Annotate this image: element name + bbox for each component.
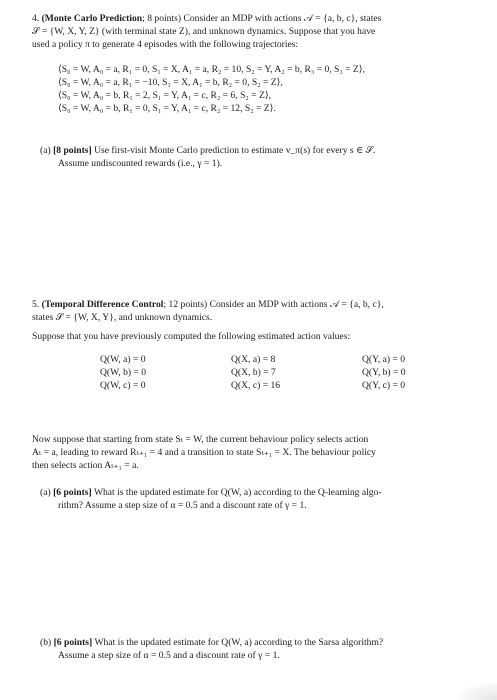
q5-part-a — [40, 487, 488, 499]
q4-title: (Monte Carlo Prediction — [41, 13, 143, 24]
q5-title: (Temporal Difference Control — [41, 299, 164, 310]
q4-trajectory-list — [58, 63, 488, 115]
trajectory-line: ⟨S₀ = W, A₀ = b, R₁ = 0, S₁ = Y, A₁ = c, R₂ = 12, S₂ = Z⟩. — [58, 103, 276, 115]
q4-part-a-points: [8 points] — [53, 145, 92, 156]
q-value-table — [100, 353, 480, 401]
q5-header-line — [32, 299, 487, 311]
q4-intro-line3: used a policy π to generate 4 episodes with the following trajectories: — [32, 39, 299, 50]
q-value: Q(X, a) = 8 — [231, 354, 276, 365]
q-value: Q(Y, c) = 0 — [362, 380, 406, 392]
q5-part-b-line2: Assume a step size of α = 0.5 and a discount rate of γ = 1. — [58, 650, 280, 661]
q4-number: 4. — [32, 13, 40, 24]
scenario-line: then selects action Aₜ₊₁ = a. — [32, 459, 139, 471]
q-value: Q(W, c) = 0 — [100, 380, 146, 392]
q4-part-a-text: Use first-visit Monte Carlo prediction to estimate v_π(s) for every s ∈ 𝒮. — [91, 145, 376, 156]
q5-intro-line2: states 𝒮 = {W, X, Y}, and unknown dynamics. — [32, 312, 213, 323]
scenario-line: Now suppose that starting from state Sₜ = W, the current behaviour policy selects action — [32, 434, 369, 445]
q5-points: ; 12 points) — [163, 299, 208, 310]
q-value: Q(Y, b) = 0 — [362, 367, 406, 379]
q-value: Q(W, a) = 0 — [100, 354, 146, 365]
q5-part-b-label: (b) — [40, 637, 52, 648]
q5-part-a-line2: rithm? Assume a step size of α = 0.5 and a discount rate of γ = 1. — [58, 500, 307, 511]
q5-part-b-points: [6 points] — [53, 637, 93, 648]
q5-part-a-points: [6 points] — [53, 487, 92, 498]
q5-part-a-label: (a) — [40, 487, 51, 498]
trajectory-line: ⟨S₀ = W, A₀ = b, R₁ = 2, S₁ = Y, A₁ = c, R₂ = 6, S₂ = Z⟩, — [58, 90, 271, 102]
q4-intro-line2: 𝒮 = {W, X, Y, Z} (with terminal state Z), and unknown dynamics. Suppose that you have — [32, 26, 376, 37]
q5-number: 5. — [32, 299, 40, 310]
q4-part-a-label: (a) — [40, 145, 51, 156]
q5-intro-text: Consider an MDP with actions 𝒜 = {a, b, c}, — [207, 299, 384, 310]
q4-part-a-line2: Assume undiscounted rewards (i.e., γ = 1). — [58, 158, 223, 169]
q5-scenario — [32, 434, 487, 473]
scenario-line: Aₜ = a, leading to reward Rₜ₊₁ = 4 and a transition to state Sₜ₊₁ = X. The behaviour policy — [32, 446, 376, 458]
q-values-state-x — [231, 353, 280, 392]
trajectory-line: ⟨S₀ = W, A₀ = a, R₁ = −10, S₁ = X, A₁ = b, R₂ = 0, S₂ = Z⟩, — [58, 77, 283, 89]
q-value: Q(Y, a) = 0 — [362, 354, 406, 365]
q4-points: ; 8 points) — [142, 13, 182, 24]
q-values-state-w — [100, 353, 146, 392]
q4-header-line — [32, 13, 487, 25]
q-value: Q(W, b) = 0 — [100, 367, 147, 379]
q5-part-b-text: What is the updated estimate for Q(W, a) according to the Sarsa algorithm? — [92, 637, 384, 648]
q5-part-a-text: What is the updated estimate for Q(W, a) according to the Q-learning algo- — [91, 487, 382, 498]
q-value: Q(X, c) = 16 — [231, 380, 281, 392]
trajectory-line: ⟨S₀ = W, A₀ = a, R₁ = 0, S₁ = X, A₁ = a, R₂ = 10, S₂ = Y, A₂ = b, R₃ = 0, S₃ = Z⟩, — [58, 64, 365, 75]
q-values-state-y — [362, 353, 406, 392]
q4-intro-text: Consider an MDP with actions 𝒜 = {a, b, c}, states — [181, 13, 382, 24]
q4-part-a — [40, 145, 488, 157]
q5-intro-line3: Suppose that you have previously computed the following estimated action values: — [32, 331, 351, 342]
q5-part-b — [40, 637, 488, 649]
page-corner-shadow — [457, 682, 497, 700]
q-value: Q(X, b) = 7 — [231, 367, 276, 379]
